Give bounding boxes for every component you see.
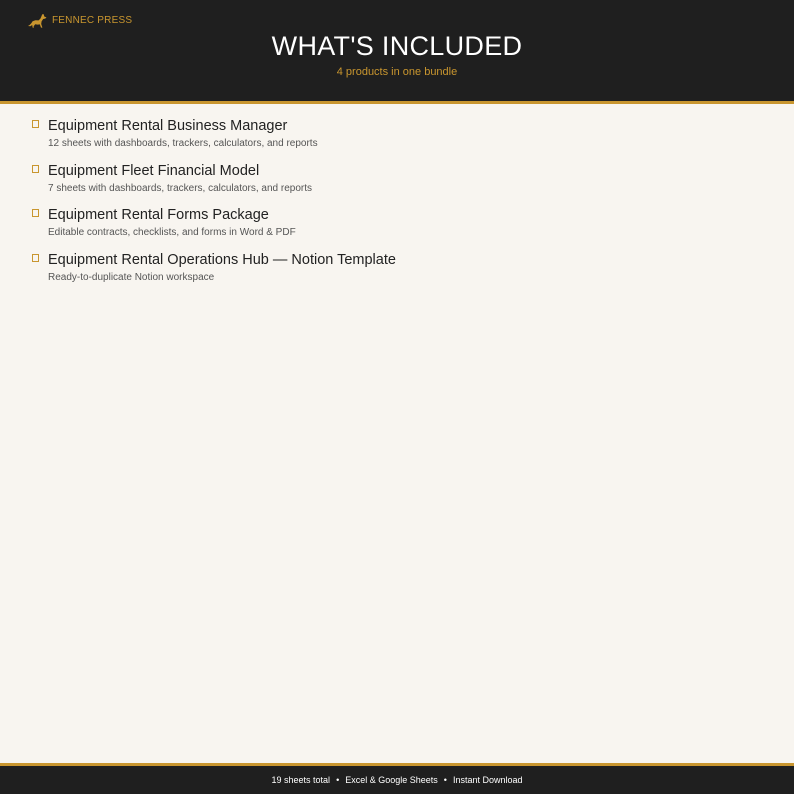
- item-description: Editable contracts, checklists, and forms in Word & PDF: [48, 227, 296, 238]
- list-item: [0, 251, 794, 296]
- footer-separator: •: [443, 775, 447, 785]
- item-description: 7 sheets with dashboards, trackers, calculators, and reports: [48, 182, 313, 194]
- footer-separator: •: [336, 775, 340, 785]
- list-item: [0, 162, 794, 207]
- footer-sheets-total: 19 sheets total: [271, 775, 331, 785]
- item-title: Equipment Rental Business Manager: [48, 118, 288, 134]
- list-item: [0, 117, 794, 162]
- footer-download: Instant Download: [452, 775, 523, 785]
- item-description: 12 sheets with dashboards, trackers, calculators, and reports: [48, 138, 318, 149]
- item-description: Ready-to-duplicate Notion workspace: [48, 271, 215, 283]
- item-title: Equipment Rental Operations Hub — Notion Template: [48, 251, 396, 268]
- item-title: Equipment Rental Forms Package: [48, 207, 269, 223]
- header: [0, 0, 794, 104]
- fox-icon: [27, 13, 47, 29]
- square-bullet-icon: [32, 254, 39, 262]
- square-bullet-icon: [32, 165, 39, 173]
- square-bullet-icon: [32, 120, 39, 128]
- item-title: Equipment Fleet Financial Model: [48, 162, 260, 179]
- product-list: [0, 117, 794, 295]
- footer-formats: Excel & Google Sheets: [345, 775, 438, 785]
- page-title: WHAT'S INCLUDED: [271, 31, 523, 61]
- square-bullet-icon: [32, 209, 39, 217]
- brand-name: FENNEC PRESS: [52, 15, 133, 26]
- page-subtitle: 4 products in one bundle: [336, 66, 458, 78]
- footer: [0, 763, 794, 794]
- brand: [27, 13, 132, 29]
- list-item: [0, 206, 794, 251]
